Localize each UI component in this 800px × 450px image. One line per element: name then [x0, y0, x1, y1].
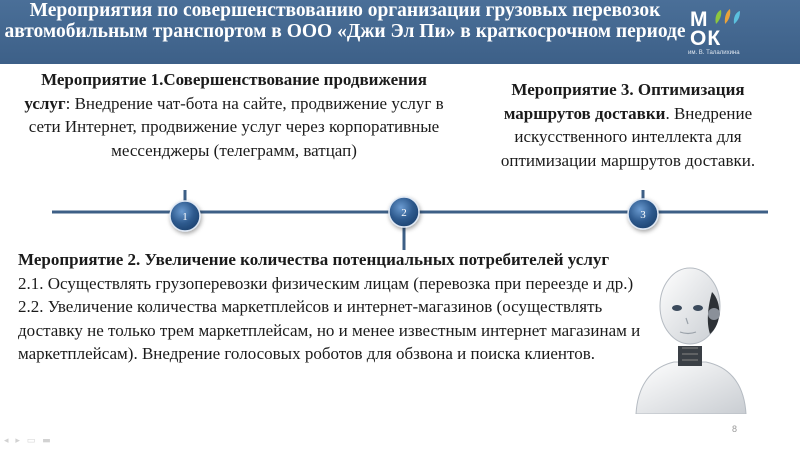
- measure-1-text: [18, 68, 450, 162]
- logo-text: М ОК: [690, 8, 722, 50]
- page-number: 8: [732, 424, 738, 434]
- logo-subtitle: им. В. Талалихина: [688, 50, 740, 56]
- marker-2-label: 2: [401, 207, 407, 219]
- measure-3-body: . Внедрение искусственного интеллекта для оптимизации маршрутов доставки.: [500, 103, 756, 170]
- timeline-marker-3: [628, 199, 658, 229]
- marker-3-label: 3: [640, 209, 646, 221]
- slide-title: Мероприятия по совершенствованию организации грузовых перевозок автомобильным транспортом в ООО «Джи Эл Пи» в краткосрочном периоде: [4, 0, 686, 42]
- measure-3-text: [470, 78, 786, 172]
- marker-1-label: 1: [182, 211, 188, 223]
- timeline-marker-1: [170, 201, 200, 231]
- measure-1-body: : Внедрение чат-бота на сайте, продвижение услуг в сети Интернет, продвижение услуг через корпоративные мессенджеры (телеграмм, ватцап): [28, 93, 444, 160]
- measure-2-item-1: 2.1. Осуществлять грузоперевозки физическим лицам (перевозка при переезде и др.): [18, 273, 634, 293]
- measure-2-title: Мероприятие 2. Увеличение количества потенциальных потребителей услуг: [18, 250, 610, 269]
- logo: [686, 4, 748, 60]
- slide-header: [0, 0, 800, 64]
- slide-nav-controls[interactable]: ◂ ▸ ▭ ▬: [4, 436, 53, 446]
- measure-1-title: Мероприятие 1.Совершенствование продвижения услуг: [24, 70, 427, 113]
- measure-3-title: Мероприятие 3. Оптимизация маршрутов доставки: [503, 80, 745, 123]
- timeline-marker-2: [389, 197, 419, 227]
- measure-2-item-2: 2.2. Увеличение количества маркетплейсов и интернет-магазинов (осуществлять доставку не только трем маркетплейсам, но и менее известным интернет магазинам и маркетплейсам). Внедрение голосовых роботов для обзвона и поиска клиентов.: [18, 297, 641, 363]
- measure-2-text: [18, 248, 643, 366]
- humanoid-robot-image: [630, 262, 750, 414]
